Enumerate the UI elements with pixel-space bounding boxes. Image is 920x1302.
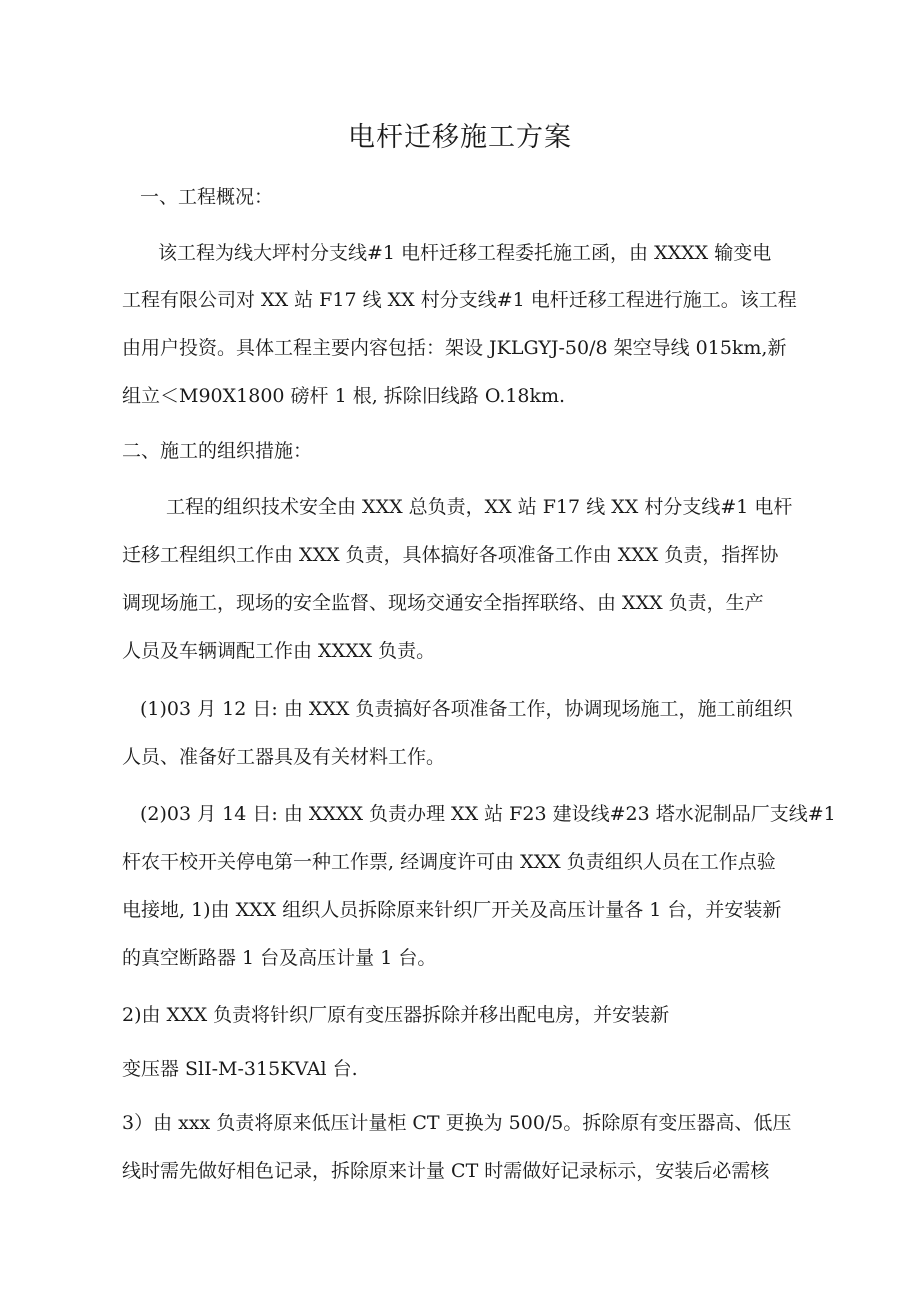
list-item-line: 人员、准备好工器具及有关材料工作。	[122, 746, 446, 768]
list-item-line: 3）由 xxx 负责将原来低压计量柜 CT 更换为 500/5。拆除原有变压器高、低压	[122, 1112, 792, 1134]
paragraph-line: 迁移工程组织工作由 XXX 负责，具体搞好各项准备工作由 XXX 负责，指挥协	[122, 544, 779, 566]
paragraph-line: 该工程为线大坪村分支线#1 电杆迁移工程委托施工函，由 XXXX 输变电	[158, 242, 772, 264]
document-title: 电杆迁移施工方案	[348, 122, 572, 153]
section-heading-overview: 一、工程概况：	[140, 186, 274, 208]
paragraph-line: 人员及车辆调配工作由 XXXX 负责。	[122, 640, 436, 662]
list-item-line: 的真空断路器 1 台及高压计量 1 台。	[122, 947, 437, 969]
list-item-line: 线时需先做好相色记录，拆除原来计量 CT 时需做好记录标示，安装后必需核	[122, 1160, 770, 1182]
paragraph-line: 由用户投资。具体工程主要内容包括：架设 JKLGYJ-50/8 架空导线 015km,新	[122, 337, 787, 359]
section-heading-organization: 二、施工的组织措施：	[122, 440, 313, 462]
paragraph-line: 组立＜M90X1800 磅杆 1 根, 拆除旧线路 O.18km.	[122, 385, 566, 407]
paragraph-line: 工程的组织技术安全由 XXX 总负责，XX 站 F17 线 XX 村分支线#1 电杆	[166, 496, 793, 518]
list-item-line: 电接地, 1)由 XXX 组织人员拆除原来针织厂开关及高压计量各 1 台，并安装新	[122, 899, 782, 921]
list-item-line: 变压器 SlI-M-315KVAl 台.	[122, 1058, 358, 1080]
list-item-line: 2)由 XXX 负责将针织厂原有变压器拆除并移出配电房，并安装新	[122, 1004, 670, 1026]
paragraph-line: 调现场施工，现场的安全监督、现场交通安全指挥联络、由 XXX 负责，生产	[122, 592, 764, 614]
paragraph-line: 工程有限公司对 XX 站 F17 线 XX 村分支线#1 电杆迁移工程进行施工。该工程	[122, 289, 797, 311]
list-item-line: 杆农干校开关停电第一种工作票, 经调度许可由 XXX 负责组织人员在工作点验	[122, 851, 776, 873]
list-item-line: (2)03 月 14 日: 由 XXXX 负责办理 XX 站 F23 建设线#23 塔水泥制品厂支线#1	[140, 803, 836, 825]
list-item-line: (1)03 月 12 日: 由 XXX 负责搞好各项准备工作，协调现场施工，施工前组织	[140, 698, 793, 720]
